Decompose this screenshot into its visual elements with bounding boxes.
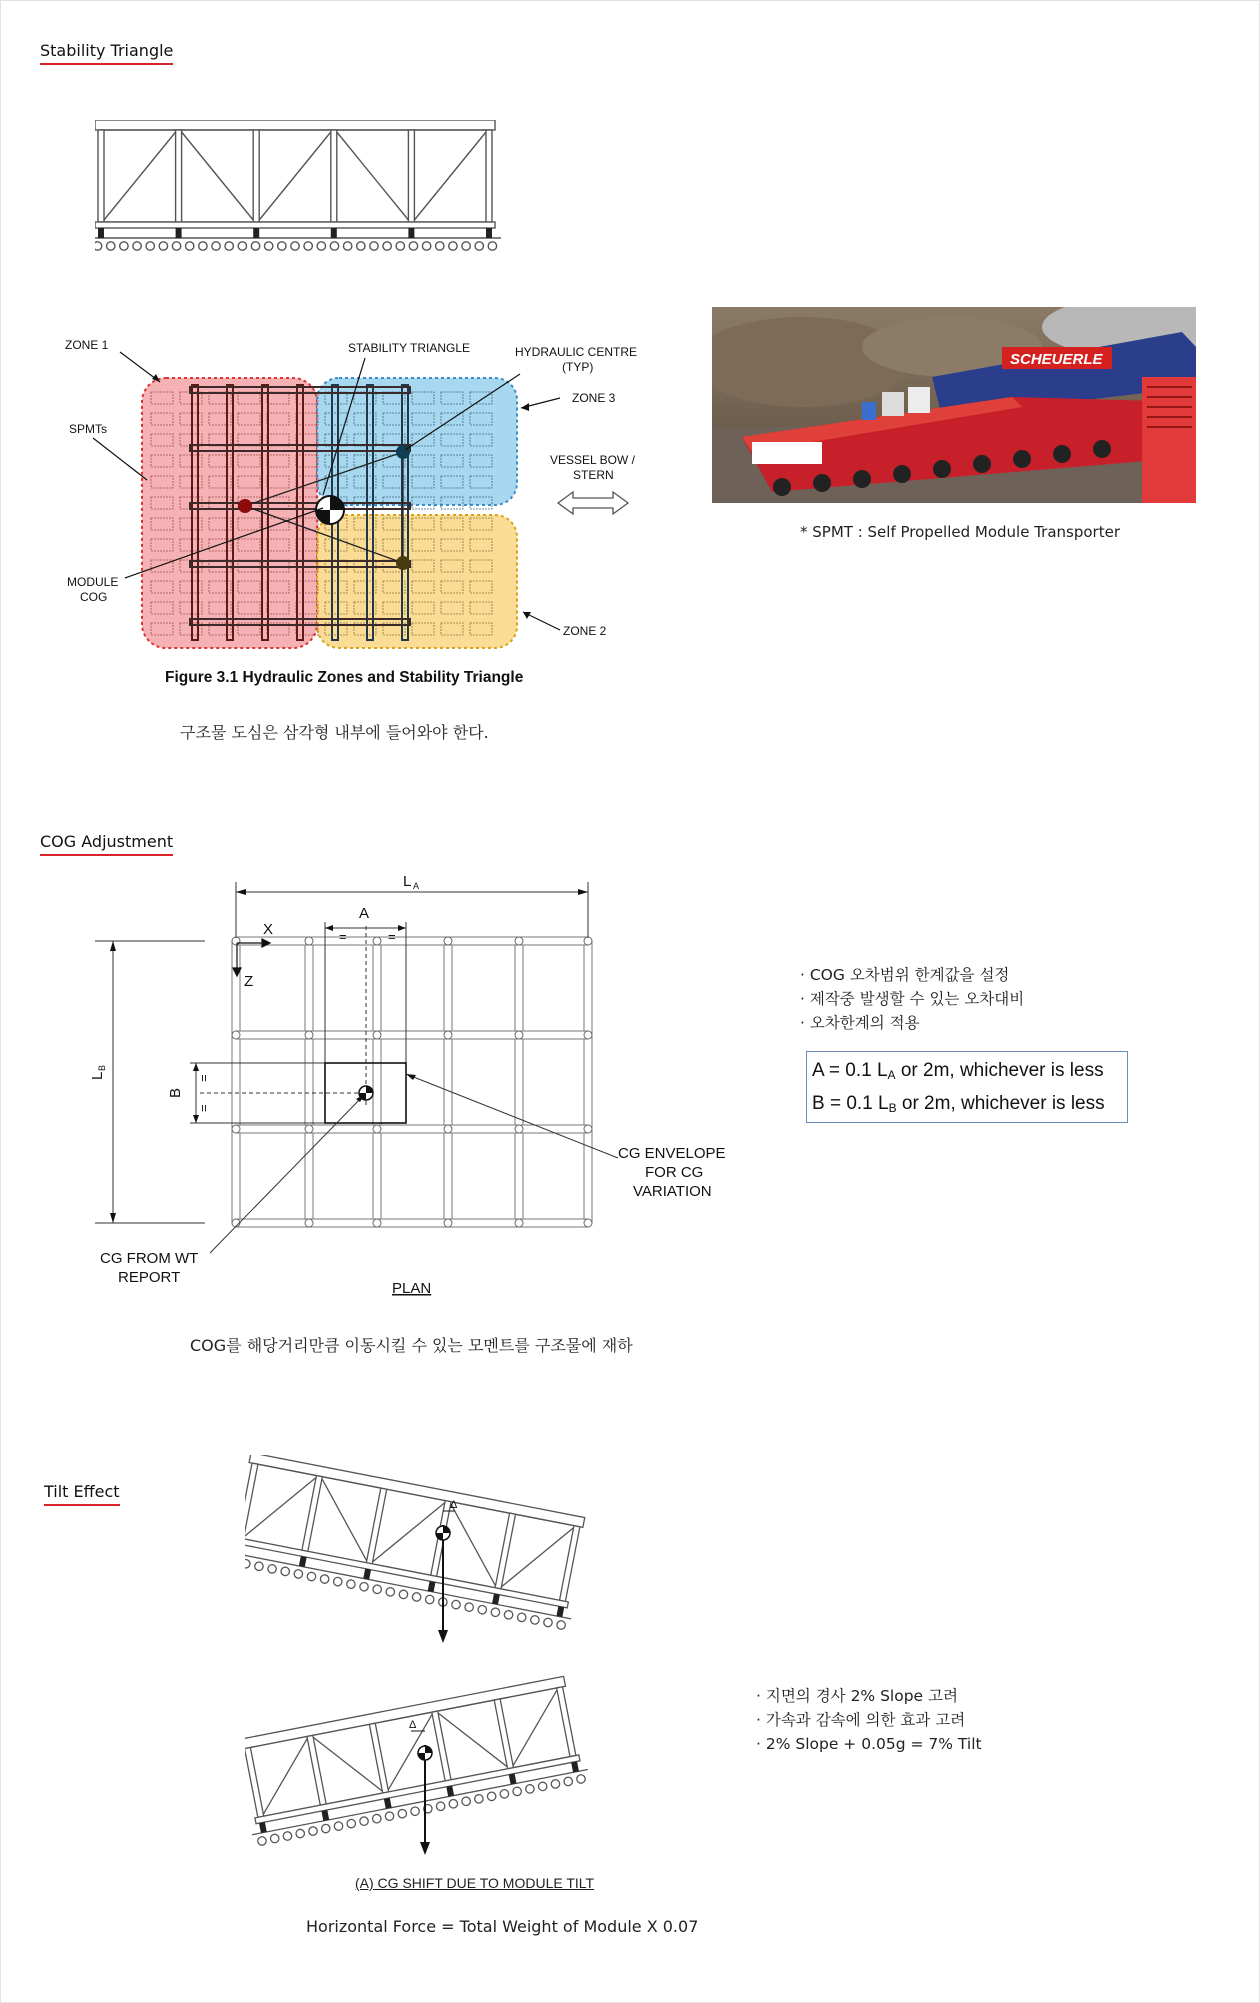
cog-bullets [800,963,1024,1035]
label-plan: PLAN [392,1280,432,1297]
zone1-area [142,378,317,648]
tilt-cg-symbol-2 [418,1746,432,1760]
cog-formula-box [806,1051,1128,1123]
label-la: L [403,873,412,890]
cog-note: COG를 해당거리만큼 이동시킬 수 있는 모멘트를 구조물에 재하 [190,1336,633,1355]
hydraulic-centre-zone3 [396,445,410,459]
label-cg-from-2: REPORT [118,1269,181,1286]
label-envelope-2: FOR CG [645,1164,704,1181]
label-vessel-2: STERN [573,468,614,482]
tilt-bullets [756,1684,982,1756]
label-eq-3: = [196,1074,211,1082]
label-eq-1: = [339,929,347,944]
hydraulic-centre-zone1 [238,499,252,513]
tilt-delta-1: Δ [450,1499,458,1511]
tilt-figure-caption: (A) CG SHIFT DUE TO MODULE TILT [355,1875,595,1891]
label-envelope-3: VARIATION [633,1183,712,1200]
tilt-delta-2: Δ [409,1719,417,1731]
label-stability-triangle: STABILITY TRIANGLE [348,341,471,355]
formula-a: A = 0.1 $L_A$ or 2m, whichever is less [812,1060,1104,1082]
cog-bullet-1: · COG 오차범위 한계값을 설정 [800,966,1010,984]
scheuerle-brand-text: SCHEUERLE [1010,351,1103,368]
cog-adjustment-title: COG Adjustment [40,832,173,856]
label-lb-sub: B [97,1064,107,1071]
cog-bullet-3: · 오차한계의 적용 [800,1014,920,1032]
tilt-bullet-1: · 지면의 경사 2% Slope 고려 [756,1687,958,1705]
cog-bullet-2: · 제작중 발생할 수 있는 오차대비 [800,990,1025,1008]
stability-triangle-title: Stability Triangle [40,41,173,65]
tilt-cg-symbol-1 [436,1526,450,1540]
label-a: A [359,905,370,922]
label-zone3: ZONE 3 [572,391,616,405]
tilt-figure-down [245,1455,675,1655]
hydraulic-centre-zone2 [396,556,410,570]
label-b: B [167,1087,184,1098]
label-eq-2: = [388,929,396,944]
label-la-sub: A [413,881,420,891]
label-module-cog-1: MODULE [67,575,119,589]
spmt-photo [712,307,1196,503]
cg-symbol [359,1086,373,1100]
tilt-figure-up [245,1665,675,1865]
cog-plan-figure [80,868,760,1308]
label-x: X [263,921,274,938]
label-zone1: ZONE 1 [65,338,109,352]
tilt-effect-title: Tilt Effect [44,1482,120,1506]
label-eq-4: = [196,1104,211,1112]
truss-elevation-figure [95,120,605,270]
label-vessel-1: VESSEL BOW / [550,453,635,467]
figure-3-1-caption: Figure 3.1 Hydraulic Zones and Stability Triangle [165,669,524,686]
label-spmts: SPMTs [69,422,108,436]
label-module-cog-2: COG [80,590,108,604]
label-z: Z [244,973,254,990]
tilt-bullet-2: · 가속과 감속에 의한 효과 고려 [756,1711,966,1729]
tilt-note: Horizontal Force = Total Weight of Module X 0.07 [306,1917,699,1936]
label-hydraulic-centre-1: HYDRAULIC CENTRE [515,345,638,359]
hydraulic-zones-figure [55,330,675,660]
vessel-direction-arrow [558,492,628,514]
label-envelope-1: CG ENVELOPE [618,1145,726,1162]
formula-b: B = 0.1 $L_B$ or 2m, whichever is less [812,1093,1105,1115]
label-zone2: ZONE 2 [563,624,607,638]
spmt-footnote: * SPMT : Self Propelled Module Transporter [800,523,1120,541]
label-cg-from-1: CG FROM WT [100,1250,199,1267]
label-hydraulic-centre-2: (TYP) [562,360,594,374]
label-lb: L [89,1071,106,1080]
tilt-bullet-3: · 2% Slope + 0.05g = 7% Tilt [756,1735,982,1753]
module-cog-symbol [316,496,344,524]
stability-note: 구조물 도심은 삼각형 내부에 들어와야 한다. [180,723,489,742]
